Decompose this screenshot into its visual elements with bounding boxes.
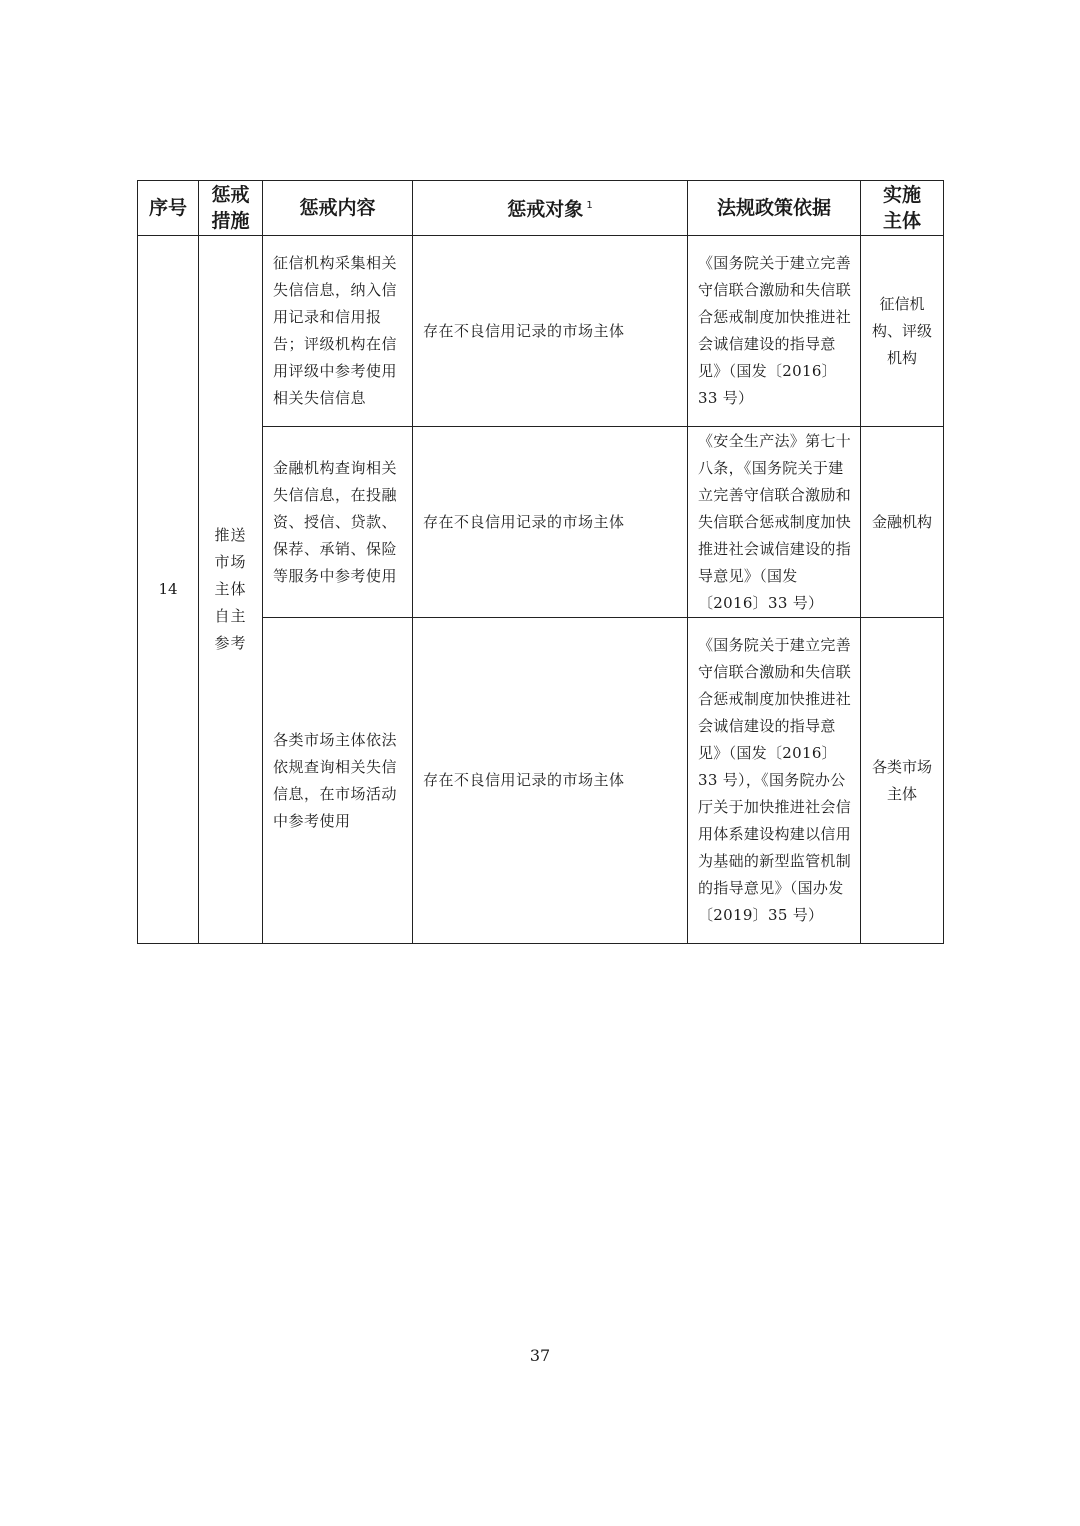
header-target: 惩戒对象 $^1$ (413, 181, 688, 236)
cell-implementer: 各类市场主体 (861, 618, 944, 944)
cell-target: 存在不良信用记录的市场主体 (413, 618, 688, 944)
header-implementer: 实施主体 (861, 181, 944, 236)
table-row (138, 236, 944, 427)
cell-target: 存在不良信用记录的市场主体 (413, 236, 688, 427)
cell-content: 各类市场主体依法依规查询相关失信信息，在市场活动中参考使用 (263, 618, 413, 944)
page-number: 37 (529, 1346, 551, 1365)
footnote-marker: 1 (586, 200, 593, 212)
cell-implementer: 征信机构、评级机构 (861, 236, 944, 427)
punishment-measures-table (137, 180, 944, 944)
table-header-row (138, 181, 944, 236)
cell-content: 征信机构采集相关失信信息，纳入信用记录和信用报告；评级机构在信用评级中参考使用相关失信信息 (263, 236, 413, 427)
cell-implementer: 金融机构 (861, 427, 944, 618)
header-content: 惩戒内容 (263, 181, 413, 236)
header-seq: 序号 (138, 181, 199, 236)
header-basis: 法规政策依据 (688, 181, 861, 236)
cell-basis: 《安全生产法》第七十八条，《国务院关于建立完善守信联合激励和失信联合惩戒制度加快推进社会诚信建设的指导意见》（国发〔2016〕33 号） (688, 427, 861, 618)
cell-basis: 《国务院关于建立完善守信联合激励和失信联合惩戒制度加快推进社会诚信建设的指导意见》（国发〔2016〕33 号） (688, 236, 861, 427)
cell-seq: 14 (138, 236, 199, 944)
cell-measure: 推送市场主体自主参考 (199, 236, 263, 944)
header-measure: 惩戒措施 (199, 181, 263, 236)
cell-basis: 《国务院关于建立完善守信联合激励和失信联合惩戒制度加快推进社会诚信建设的指导意见》（国发〔2016〕33 号），《国务院办公厅关于加快推进社会信用体系建设构建以信用为基础的新型监管机制的指导意见》（国办发〔2019〕35 号） (688, 618, 861, 944)
cell-content: 金融机构查询相关失信信息，在投融资、授信、贷款、保荐、承销、保险等服务中参考使用 (263, 427, 413, 618)
cell-target: 存在不良信用记录的市场主体 (413, 427, 688, 618)
